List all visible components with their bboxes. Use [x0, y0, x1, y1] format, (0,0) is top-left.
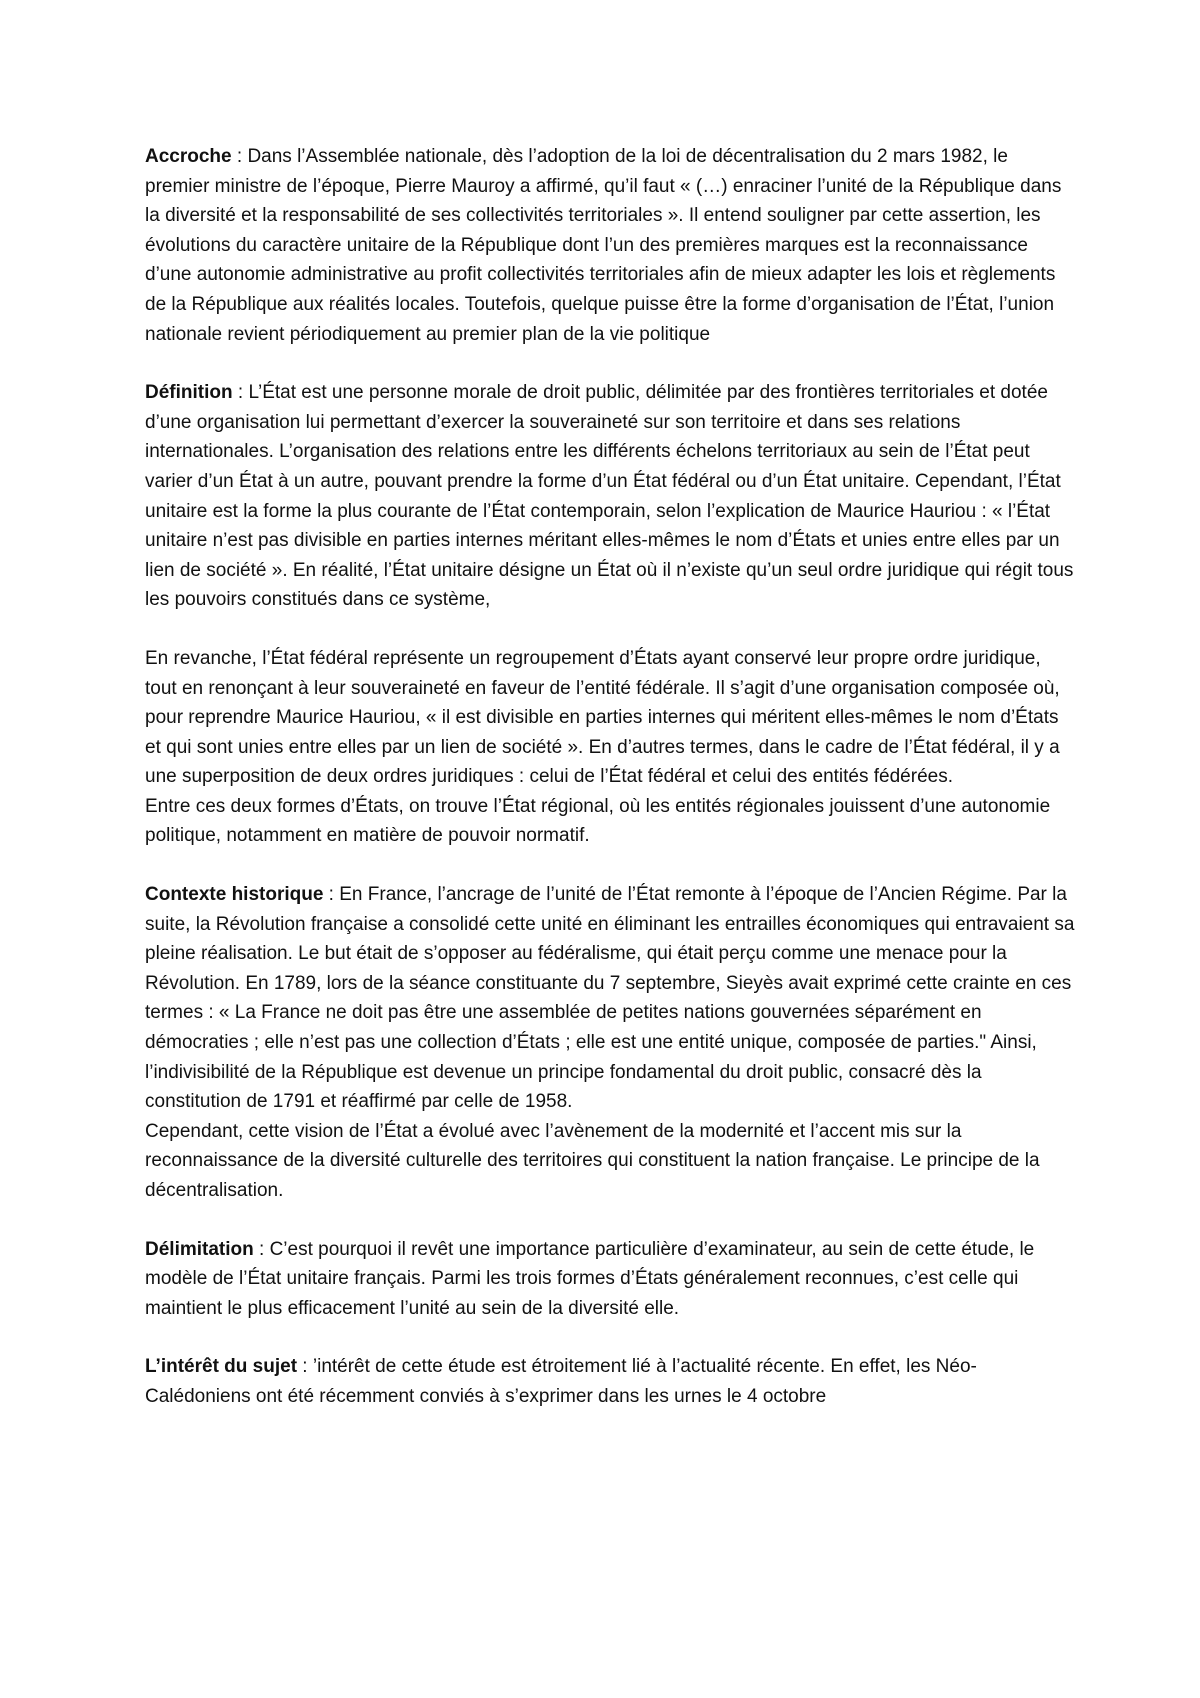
paragraph-label: Contexte historique [145, 884, 324, 906]
paragraph-definition [145, 378, 1075, 615]
document-page [145, 142, 1075, 1441]
paragraph-label: L’intérêt du sujet [145, 1356, 298, 1378]
paragraph-delimitation [145, 1235, 1075, 1324]
paragraph-text: Cependant, cette vision de l’État a évolué avec l’avènement de la modernité et l’accent mis sur la reconnaissance de la diversité culturelle des territoires qui constituent la nation française. Le principe de la décentralisation. [145, 1120, 1040, 1201]
paragraph-text: Entre ces deux formes d’États, on trouve l’État régional, où les entités régionales jouissent d’une autonomie politique, notamment en matière de pouvoir normatif. [145, 795, 1051, 847]
paragraph-text: L’État est une personne morale de droit public, délimitée par des frontières territoriales et dotée d’une organisation lui permettant d’exercer la souveraineté sur son territoire et dans ses relations internationales. L’organisation des relations entre les différents échelons territoriaux au sein de l’État peut varier d’un État à un autre, pouvant prendre la forme d’un État fédéral ou d’un État unitaire. Cependant, l’État unitaire est la forme la plus courante de l’État contemporain, selon l’explication de Maurice Hauriou : « l’État unitaire n’est pas divisible en parties internes méritant elles-mêmes le nom d’États et unies entre elles par un lien de société ». En réalité, l’État unitaire désigne un État où il n’existe qu’un seul ordre juridique qui régit tous les pouvoirs constitués dans ce système, [145, 382, 1074, 611]
paragraph-etat-regional [145, 792, 1075, 851]
paragraph-contexte-historique [145, 880, 1075, 1117]
label-separator: : [253, 1238, 270, 1260]
paragraph-text: Dans l’Assemblée nationale, dès l’adoption de la loi de décentralisation du 2 mars 1982, le premier ministre de l’époque, Pierre Mauroy a affirmé, qu’il faut « (…) enraciner l’unité de la République dans la diversité et la responsabilité de ses collectivités territoriales ». Il entend souligner par cette assertion, les évolutions du caractère unitaire de la République dont l’un des premières marques est la reconnaissance d’une autonomie administrative au profit collectivités territoriales afin de mieux adapter les lois et règlements de la République aux réalités locales. Toutefois, quelque puisse être la forme d’organisation de l’État, l’union nationale revient périodiquement au premier plan de la vie politique [145, 146, 1062, 345]
label-separator: : [232, 382, 249, 404]
paragraph-etat-federal [145, 644, 1075, 792]
label-separator: : [323, 884, 340, 906]
paragraph-evolution [145, 1117, 1075, 1206]
paragraph-label: Délimitation [145, 1238, 254, 1260]
label-separator: : [297, 1356, 313, 1378]
label-separator: : [231, 146, 248, 167]
paragraph-accroche [145, 142, 1075, 349]
paragraph-text: ’intérêt de cette étude est étroitement lié à l’actualité récente. En effet, les Néo-Calédoniens ont été récemment conviés à s’exprimer dans les urnes le 4 octobre [145, 1356, 977, 1407]
paragraph-text: C’est pourquoi il revêt une importance particulière d’examinateur, au sein de cette étude, le modèle de l’État unitaire français. Parmi les trois formes d’États généralement reconnues, c’est celle qui maintient le plus efficacement l’unité au sein de la diversité elle. [145, 1238, 1035, 1319]
paragraph-label: Définition [145, 382, 233, 404]
paragraph-label: Accroche [145, 146, 232, 167]
paragraph-interet-du-sujet [145, 1352, 1075, 1411]
paragraph-text: En France, l’ancrage de l’unité de l’État remonte à l’époque de l’Ancien Régime. Par la suite, la Révolution française a consolidé cette unité en éliminant les entrailles économiques qui entravaient sa pleine réalisation. Le but était de s’opposer au fédéralisme, qui était perçu comme une menace pour la Révolution. En 1789, lors de la séance constituante du 7 septembre, Sieyès avait exprimé cette crainte en ces termes : « La France ne doit pas être une assemblée de petites nations gouvernées séparément en démocraties ; elle n’est pas une collection d’États ; elle est une entité unique, composée de parties." Ainsi, l’indivisibilité de la République est devenue un principe fondamental du droit public, consacré dès la constitution de 1791 et réaffirmé par celle de 1958. [145, 884, 1075, 1113]
paragraph-text: En revanche, l’État fédéral représente un regroupement d’États ayant conservé leur propre ordre juridique, tout en renonçant à leur souveraineté en faveur de l’entité fédérale. Il s’agit d’une organisation composée où, pour reprendre Maurice Hauriou, « il est divisible en parties internes qui méritent elles-mêmes le nom d’États et qui sont unies entre elles par un lien de société ». En d’autres termes, dans le cadre de l’État fédéral, il y a une superposition de deux ordres juridiques : celui de l’État fédéral et celui des entités fédérées. [145, 647, 1060, 788]
